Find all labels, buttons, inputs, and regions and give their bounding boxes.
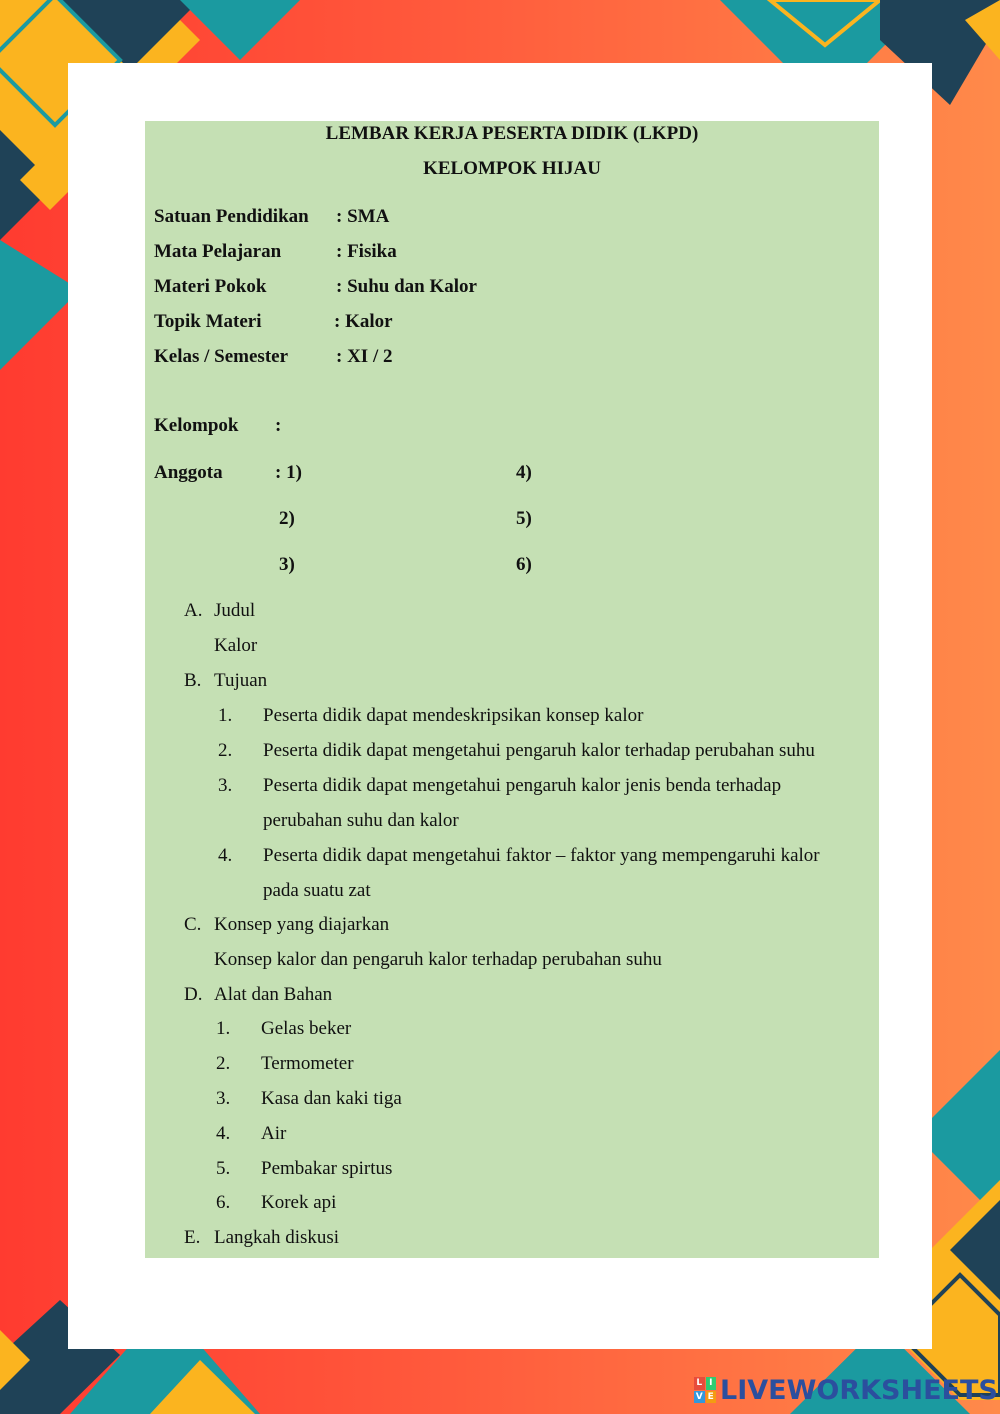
decor-teal-diamond-tl xyxy=(180,0,300,60)
objective-1-number: 1. xyxy=(218,705,233,726)
objective-3-text-line-1: Peserta didik dapat mengetahui pengaruh kalor jenis benda terhadap xyxy=(263,775,782,796)
liveworksheets-watermark[interactable] xyxy=(694,1374,998,1406)
objective-4-text-line-1: Peserta didik dapat mengetahui faktor – faktor yang mempengaruhi kalor xyxy=(263,845,820,866)
identity-label-class: Kelas / Semester xyxy=(154,346,289,367)
section-a-body: Kalor xyxy=(214,635,258,656)
identity-value-class: : XI / 2 xyxy=(336,346,393,367)
logo-letter-l: L xyxy=(694,1377,705,1390)
member-slot-4: 4) xyxy=(516,462,532,483)
tool-4-number: 4. xyxy=(216,1123,231,1144)
section-c-title: Konsep yang diajarkan xyxy=(214,914,390,935)
tool-3-number: 3. xyxy=(216,1088,231,1109)
logo-letter-e: E xyxy=(706,1391,717,1404)
objective-2-text: Peserta didik dapat mengetahui pengaruh kalor terhadap perubahan suhu xyxy=(263,740,815,761)
worksheet-subtitle: KELOMPOK HIJAU xyxy=(423,158,601,179)
objective-2-number: 2. xyxy=(218,740,233,761)
worksheet-title: LEMBAR KERJA PESERTA DIDIK (LKPD) xyxy=(325,123,699,144)
section-d-marker: D. xyxy=(184,984,203,1005)
identity-label-subject: Mata Pelajaran xyxy=(154,241,282,262)
identity-label-school: Satuan Pendidikan xyxy=(154,206,309,227)
section-e-title: Langkah diskusi xyxy=(214,1227,340,1248)
members-label: Anggota xyxy=(154,462,223,483)
tool-2-number: 2. xyxy=(216,1053,231,1074)
group-colon: : xyxy=(275,415,282,436)
logo-letter-v: V xyxy=(695,1391,703,1402)
objective-1-text: Peserta didik dapat mendeskripsikan konsep kalor xyxy=(263,705,644,726)
section-a-title: Judul xyxy=(214,600,256,621)
section-c-marker: C. xyxy=(184,914,202,935)
objective-3-number: 3. xyxy=(218,775,233,796)
group-label: Kelompok xyxy=(154,415,239,436)
section-d-title: Alat dan Bahan xyxy=(214,984,333,1005)
tool-1-text: Gelas beker xyxy=(261,1018,352,1039)
tool-6-text: Korek api xyxy=(261,1192,337,1213)
tool-2-text: Termometer xyxy=(261,1053,354,1074)
tool-4-text: Air xyxy=(261,1123,287,1144)
logo-letter-i: I xyxy=(706,1377,717,1390)
objective-4-text-line-2: pada suatu zat xyxy=(263,880,371,901)
member-slot-3: 3) xyxy=(279,554,295,575)
identity-value-main-material: : Suhu dan Kalor xyxy=(336,276,477,297)
identity-label-topic: Topik Materi xyxy=(154,311,262,332)
section-c-body: Konsep kalor dan pengaruh kalor terhadap perubahan suhu xyxy=(214,949,662,970)
tool-5-number: 5. xyxy=(216,1158,231,1179)
tool-6-number: 6. xyxy=(216,1192,231,1213)
identity-value-topic: : Kalor xyxy=(334,311,393,332)
objective-3-text-line-2: perubahan suhu dan kalor xyxy=(263,810,459,831)
section-b-title: Tujuan xyxy=(214,670,268,691)
section-a-marker: A. xyxy=(184,600,203,621)
liveworksheets-logo-icon xyxy=(694,1377,716,1403)
liveworksheets-text: LIVEWORKSHEETS xyxy=(720,1374,998,1406)
member-slot-2: 2) xyxy=(279,508,295,529)
tool-3-text: Kasa dan kaki tiga xyxy=(261,1088,402,1109)
section-e-marker: E. xyxy=(184,1227,201,1248)
identity-value-subject: : Fisika xyxy=(336,241,397,262)
objective-4-number: 4. xyxy=(218,845,233,866)
identity-label-main-material: Materi Pokok xyxy=(154,276,267,297)
member-slot-5: 5) xyxy=(516,508,532,529)
tool-1-number: 1. xyxy=(216,1018,231,1039)
member-slot-6: 6) xyxy=(516,554,532,575)
identity-value-school: : SMA xyxy=(336,206,390,227)
member-slot-1: : 1) xyxy=(275,462,302,483)
tool-5-text: Pembakar spirtus xyxy=(261,1158,393,1179)
section-b-marker: B. xyxy=(184,670,202,691)
